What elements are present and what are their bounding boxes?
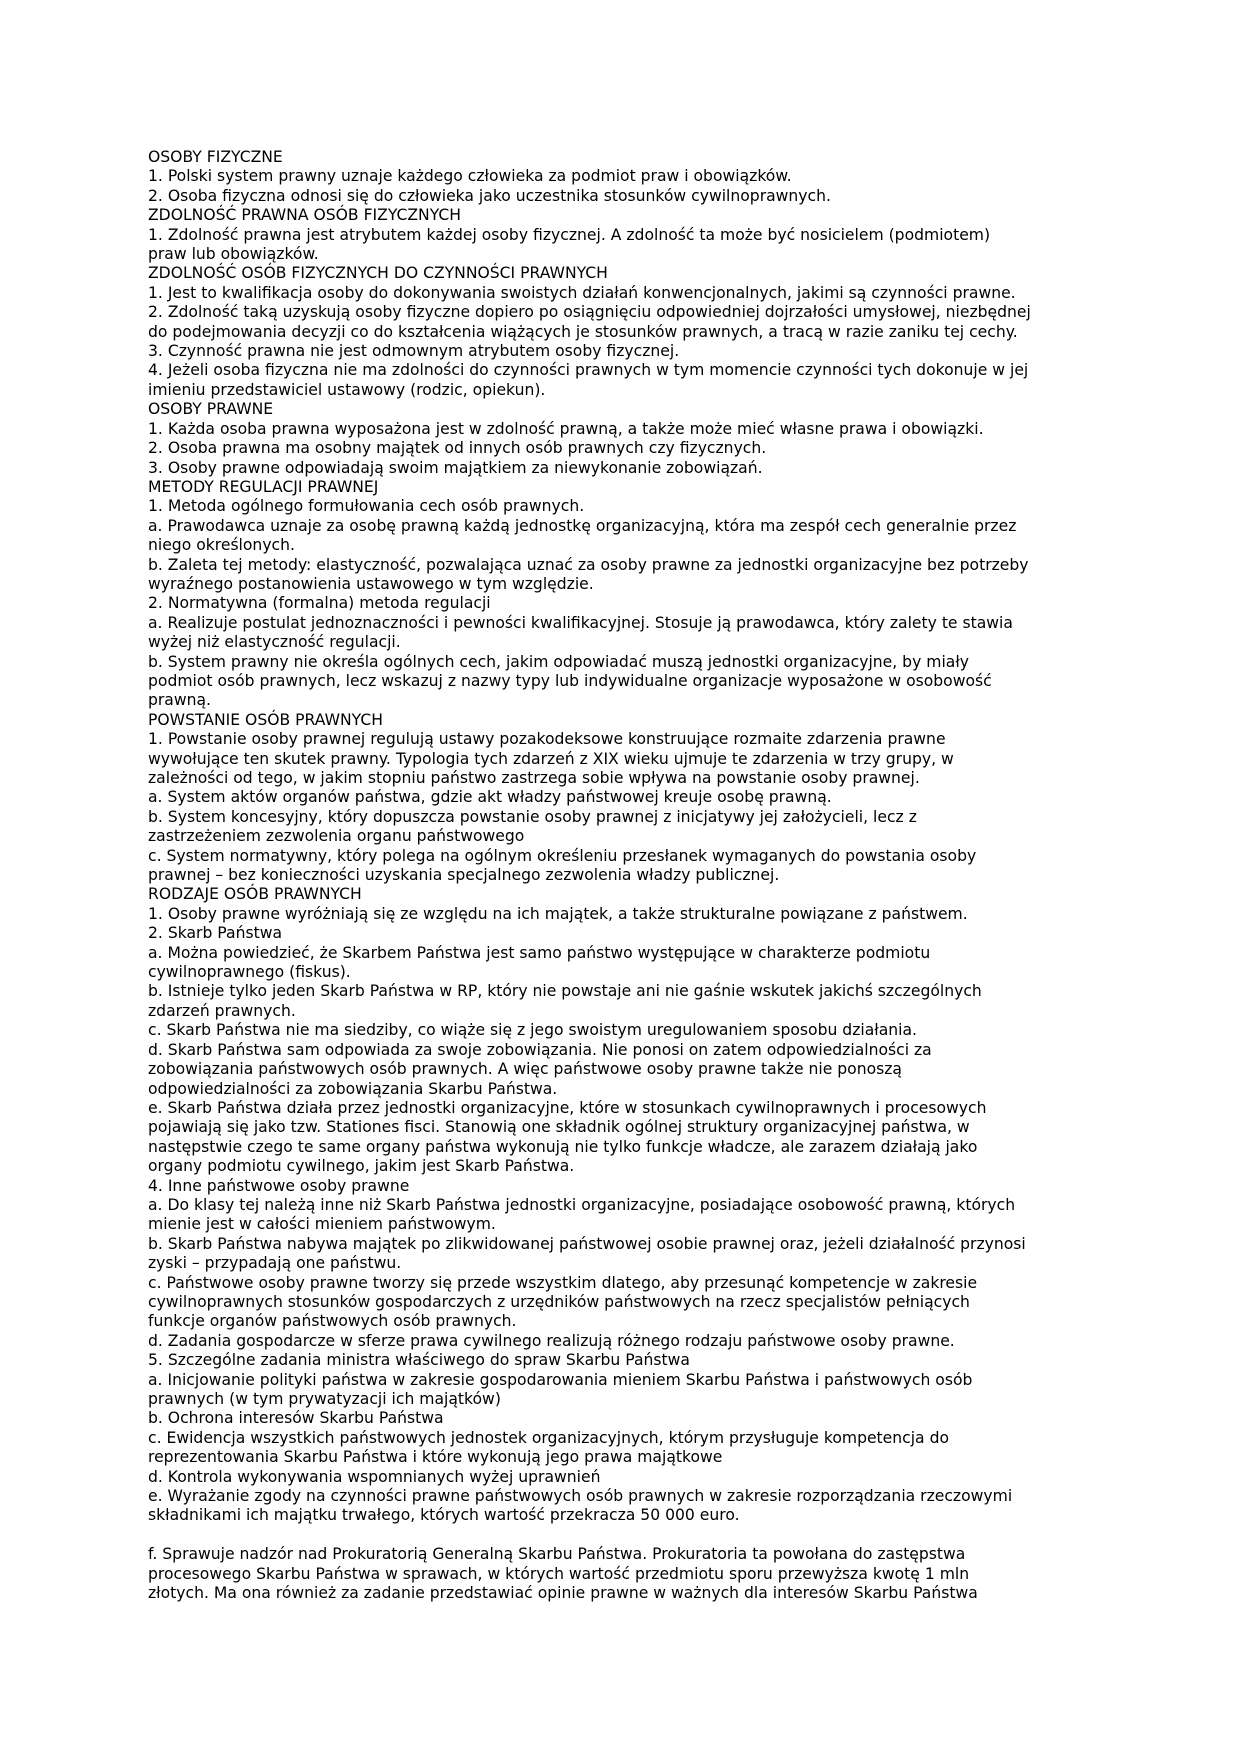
text-line: następstwie czego te same organy państwa wykonują nie tylko funkcje władcze, ale zarazem działają jako xyxy=(148,1137,978,1156)
text-line: 1. Jest to kwalifikacja osoby do dokonywania swoistych działań konwencjonalnych, jakimi są czynności prawne. xyxy=(148,283,1016,302)
text-line: ZDOLNOŚĆ OSÓB FIZYCZNYCH DO CZYNNOŚCI PRAWNYCH xyxy=(148,264,608,283)
text-line: a. Realizuje postulat jednoznaczności i pewności kwalifikacyjnej. Stosuje ją prawodawca, który zalety te stawia xyxy=(148,613,1013,632)
text-line: zyski – przypadają one państwu. xyxy=(148,1254,402,1273)
text-line: POWSTANIE OSÓB PRAWNYCH xyxy=(148,710,383,729)
text-line: b. Istnieje tylko jeden Skarb Państwa w RP, który nie powstaje ani nie gaśnie wskutek jakichś szczególnych xyxy=(148,982,982,1001)
blank-line xyxy=(148,1526,1098,1545)
text-line: 2. Normatywna (formalna) metoda regulacji xyxy=(148,594,491,613)
text-line: 3. Osoby prawne odpowiadają swoim majątkiem za niewykonanie zobowiązań. xyxy=(148,458,763,477)
text-line: 2. Zdolność taką uzyskują osoby fizyczne dopiero po osiągnięciu odpowiedniej dojrzałości umysłowej, niezbędnej xyxy=(148,303,1031,322)
text-line: składnikami ich majątku trwałego, których wartość przekracza 50 000 euro. xyxy=(148,1506,740,1525)
text-line: 1. Powstanie osoby prawnej regulują ustawy pozakodeksowe konstruujące rozmaite zdarzenia prawne xyxy=(148,730,946,749)
text-line: b. Ochrona interesów Skarbu Państwa xyxy=(148,1409,444,1428)
text-line: 3. Czynność prawna nie jest odmownym atrybutem osoby fizycznej. xyxy=(148,342,680,361)
text-line: e. Skarb Państwa działa przez jednostki organizacyjne, które w stosunkach cywilnoprawnych i procesowych xyxy=(148,1098,987,1117)
text-line: organy podmiotu cywilnego, jakim jest Skarb Państwa. xyxy=(148,1157,575,1176)
text-line: RODZAJE OSÓB PRAWNYCH xyxy=(148,885,362,904)
text-line: złotych. Ma ona również za zadanie przedstawiać opinie prawne w ważnych dla interesów Skarbu Państwa xyxy=(148,1584,978,1603)
text-line: a. Inicjowanie polityki państwa w zakresie gospodarowania mieniem Skarbu Państwa i państwowych osób xyxy=(148,1370,973,1389)
text-line: b. System koncesyjny, który dopuszcza powstanie osoby prawnej z inicjatywy jej założycieli, lecz z xyxy=(148,807,917,826)
text-line: e. Wyrażanie zgody na czynności prawne państwowych osób prawnych w zakresie rozporządzania rzeczowymi xyxy=(148,1487,1013,1506)
text-line: f. Sprawuje nadzór nad Prokuratorią Generalną Skarbu Państwa. Prokuratoria ta powołana do zastępstwa xyxy=(148,1545,966,1564)
text-line: 2. Osoba prawna ma osobny majątek od innych osób prawnych czy fizycznych. xyxy=(148,439,767,458)
text-line: 2. Osoba fizyczna odnosi się do człowieka jako uczestnika stosunków cywilnoprawnych. xyxy=(148,186,831,205)
text-line: 1. Metoda ogólnego formułowania cech osób prawnych. xyxy=(148,497,585,516)
text-line: wywołujące ten skutek prawny. Typologia tych zdarzeń z XIX wieku ujmuje te zdarzenia w trzy grupy, w xyxy=(148,749,954,768)
text-line: 1. Polski system prawny uznaje każdego człowieka za podmiot praw i obowiązków. xyxy=(148,167,792,186)
text-line: wyżej niż elastyczność regulacji. xyxy=(148,633,401,652)
text-line: b. Zaleta tej metody: elastyczność, pozwalająca uznać za osoby prawne za jednostki organizacyjne bez potrzeby xyxy=(148,555,1029,574)
text-line: OSOBY PRAWNE xyxy=(148,400,274,419)
text-line: imieniu przedstawiciel ustawowy (rodzic, opiekun). xyxy=(148,380,546,399)
text-line: c. Ewidencja wszystkich państwowych jednostek organizacyjnych, którym przysługuje kompetencja do xyxy=(148,1428,950,1447)
text-line: 1. Zdolność prawna jest atrybutem każdej osoby fizycznej. A zdolność ta może być nosicielem (podmiotem) xyxy=(148,225,991,244)
text-line: c. System normatywny, który polega na ogólnym określeniu przesłanek wymaganych do powstania osoby xyxy=(148,846,977,865)
text-line: funkcje organów państwowych osób prawnych. xyxy=(148,1312,517,1331)
text-line: a. Prawodawca uznaje za osobę prawną każdą jednostkę organizacyjną, która ma zespół cech generalnie przez xyxy=(148,516,1017,535)
text-line: a. System aktów organów państwa, gdzie akt władzy państwowej kreuje osobę prawną. xyxy=(148,788,832,807)
text-line: reprezentowania Skarbu Państwa i które wykonują jego prawa majątkowe xyxy=(148,1448,723,1467)
text-line: do podejmowania decyzji co do kształcenia wiążących je stosunków prawnych, a tracą w razie zaniku tej cechy. xyxy=(148,322,1018,341)
text-line: procesowego Skarbu Państwa w sprawach, w których wartość przedmiotu sporu przewyższa kwotę 1 mln xyxy=(148,1564,970,1583)
text-line: zdarzeń prawnych. xyxy=(148,1001,296,1020)
document-page xyxy=(148,148,1098,1603)
text-line: c. Skarb Państwa nie ma siedziby, co wiąże się z jego swoistym uregulowaniem sposobu działania. xyxy=(148,1021,917,1040)
text-line: prawnej – bez konieczności uzyskania specjalnego zezwolenia władzy publicznej. xyxy=(148,866,780,885)
text-line: 2. Skarb Państwa xyxy=(148,924,283,943)
text-line: ZDOLNOŚĆ PRAWNA OSÓB FIZYCZNYCH xyxy=(148,206,462,225)
text-line: cywilnoprawnych stosunków gospodarczych z urzędników państwowych na rzecz specjalistów pełniących xyxy=(148,1292,970,1311)
text-line: 4. Inne państwowe osoby prawne xyxy=(148,1176,410,1195)
text-line: mienie jest w całości mieniem państwowym. xyxy=(148,1215,496,1234)
text-line: METODY REGULACJI PRAWNEJ xyxy=(148,477,379,496)
text-line: OSOBY FIZYCZNE xyxy=(148,148,283,166)
text-line: podmiot osób prawnych, lecz wskazuj z nazwy typy lub indywidualne organizacje wyposażone w osobowość xyxy=(148,671,992,690)
text-line: 5. Szczególne zadania ministra właściwego do spraw Skarbu Państwa xyxy=(148,1351,690,1370)
text-line: prawnych (w tym prywatyzacji ich majątków) xyxy=(148,1390,501,1408)
text-line: 1. Każda osoba prawna wyposażona jest w zdolność prawną, a także może mieć własne prawa i obowiązki. xyxy=(148,419,984,438)
text-line: prawną. xyxy=(148,691,212,710)
text-line: zależności od tego, w jakim stopniu państwo zastrzega sobie wpływa na powstanie osoby prawnej. xyxy=(148,769,920,787)
text-line: 4. Jeżeli osoba fizyczna nie ma zdolności do czynności prawnych w tym momencie czynności tych dokonuje w jej xyxy=(148,361,1029,380)
text-line: odpowiedzialności za zobowiązania Skarbu Państwa. xyxy=(148,1079,558,1098)
text-line: d. Zadania gospodarcze w sferze prawa cywilnego realizują różnego rodzaju państwowe osoby prawne. xyxy=(148,1331,955,1350)
text-line: d. Skarb Państwa sam odpowiada za swoje zobowiązania. Nie ponosi on zatem odpowiedzialności za xyxy=(148,1040,932,1059)
text-line: niego określonych. xyxy=(148,536,295,555)
text-line: a. Można powiedzieć, że Skarbem Państwa jest samo państwo występujące w charakterze podmiotu xyxy=(148,943,931,962)
text-line: b. Skarb Państwa nabywa majątek po zlikwidowanej państwowej osobie prawnej oraz, jeżeli działalność przynosi xyxy=(148,1234,1026,1253)
text-line: zobowiązania państwowych osób prawnych. A więc państwowe osoby prawne także nie ponoszą xyxy=(148,1060,902,1079)
text-line: praw lub obowiązków. xyxy=(148,245,319,264)
text-line: a. Do klasy tej należą inne niż Skarb Państwa jednostki organizacyjne, posiadające osobowość prawną, których xyxy=(148,1195,1016,1214)
text-line: b. System prawny nie określa ogólnych cech, jakim odpowiadać muszą jednostki organizacyjne, by miały xyxy=(148,652,969,671)
text-line: c. Państwowe osoby prawne tworzy się przede wszystkim dlatego, aby przesunąć kompetencje w zakresie xyxy=(148,1273,978,1292)
text-line: 1. Osoby prawne wyróżniają się ze względu na ich majątek, a także strukturalne powiązane z państwem. xyxy=(148,904,968,923)
text-line: zastrzeżeniem zezwolenia organu państwowego xyxy=(148,827,525,846)
text-line: pojawiają się jako tzw. Stationes fisci. Stanowią one składnik ogólnej struktury organizacyjnej państwa, w xyxy=(148,1118,970,1137)
text-line: wyraźnego postanowienia ustawowego w tym względzie. xyxy=(148,574,594,593)
text-line: cywilnoprawnego (fiskus). xyxy=(148,963,351,982)
text-line: d. Kontrola wykonywania wspomnianych wyżej uprawnień xyxy=(148,1467,601,1486)
